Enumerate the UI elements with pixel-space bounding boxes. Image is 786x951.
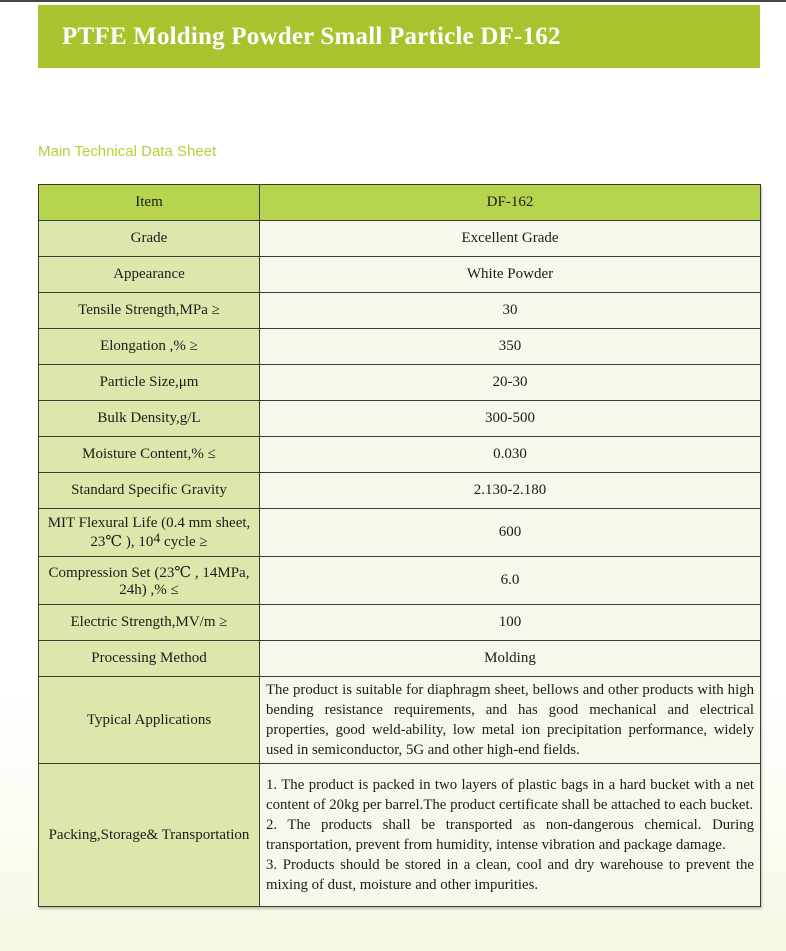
- packing-line-1: 1. The product is packed in two layers of plastic bags in a hard bucket with a net content of 20kg per barrel.The product certificate shall be attached to each bucket.: [266, 777, 754, 813]
- row-label: Electric Strength,MV/m ≥: [39, 605, 260, 641]
- mit-label-post: cycle ≥: [160, 533, 208, 550]
- row-label: [39, 509, 260, 557]
- row-value: 600: [260, 509, 761, 557]
- section-heading: Main Technical Data Sheet: [38, 143, 217, 160]
- row-bulk-density: [39, 401, 761, 437]
- row-value: DF-162: [260, 185, 761, 221]
- row-value: 100: [260, 605, 761, 641]
- row-appearance: [39, 257, 761, 293]
- row-label: Standard Specific Gravity: [39, 473, 260, 509]
- row-label: Bulk Density,g/L: [39, 401, 260, 437]
- row-label: Packing,Storage& Transportation: [39, 764, 260, 907]
- row-label: Item: [39, 185, 260, 221]
- row-item: [39, 185, 761, 221]
- row-label: Particle Size,μm: [39, 365, 260, 401]
- row-value: 20-30: [260, 365, 761, 401]
- row-label: Elongation ,% ≥: [39, 329, 260, 365]
- page-top-divider: [0, 0, 786, 2]
- row-mit-flexural-life: [39, 509, 761, 557]
- row-value: 350: [260, 329, 761, 365]
- row-value: [260, 677, 761, 764]
- row-label: Moisture Content,% ≤: [39, 437, 260, 473]
- row-label: Compression Set (23℃ , 14MPa, 24h) ,% ≤: [39, 557, 260, 605]
- row-value: 0.030: [260, 437, 761, 473]
- row-value: [260, 764, 761, 907]
- row-label: Appearance: [39, 257, 260, 293]
- row-moisture-content: [39, 437, 761, 473]
- packing-line-3: 3. Products should be stored in a clean, cool and dry warehouse to prevent the mixing of dust, moisture and other impurities.: [266, 857, 754, 893]
- row-value: 30: [260, 293, 761, 329]
- row-value: 6.0: [260, 557, 761, 605]
- typical-applications-text: The product is suitable for diaphragm sheet, bellows and other products with high bending resistance requirements, and has good mechanical and electrical properties, good weld-ability, low metal ion precipitation performance, widely used in semiconductor, 5G and other high-end fields.: [266, 682, 754, 758]
- mit-label-pre: MIT Flexural Life (0.4 mm sheet, 23℃ ), 10: [47, 514, 251, 550]
- technical-data-table: [38, 184, 761, 907]
- row-value: Excellent Grade: [260, 221, 761, 257]
- row-processing-method: [39, 641, 761, 677]
- title-banner: [38, 5, 760, 68]
- row-value: 2.130-2.180: [260, 473, 761, 509]
- row-electric-strength: [39, 605, 761, 641]
- row-particle-size: [39, 365, 761, 401]
- row-specific-gravity: [39, 473, 761, 509]
- row-compression-set: [39, 557, 761, 605]
- row-label: Typical Applications: [39, 677, 260, 764]
- row-elongation: [39, 329, 761, 365]
- row-value: Molding: [260, 641, 761, 677]
- row-value: White Powder: [260, 257, 761, 293]
- row-value: 300-500: [260, 401, 761, 437]
- row-grade: [39, 221, 761, 257]
- row-label: Grade: [39, 221, 260, 257]
- row-tensile-strength: [39, 293, 761, 329]
- packing-line-2: 2. The products shall be transported as non-dangerous chemical. During transportation, prevent from humidity, intense vibration and package damage.: [266, 817, 754, 853]
- mit-label-superscript: 4: [153, 530, 161, 545]
- page-title: PTFE Molding Powder Small Particle DF-162: [62, 22, 561, 50]
- row-typical-applications: [39, 677, 761, 764]
- row-label: Tensile Strength,MPa ≥: [39, 293, 260, 329]
- row-label: Processing Method: [39, 641, 260, 677]
- row-packing-storage-transportation: [39, 764, 761, 907]
